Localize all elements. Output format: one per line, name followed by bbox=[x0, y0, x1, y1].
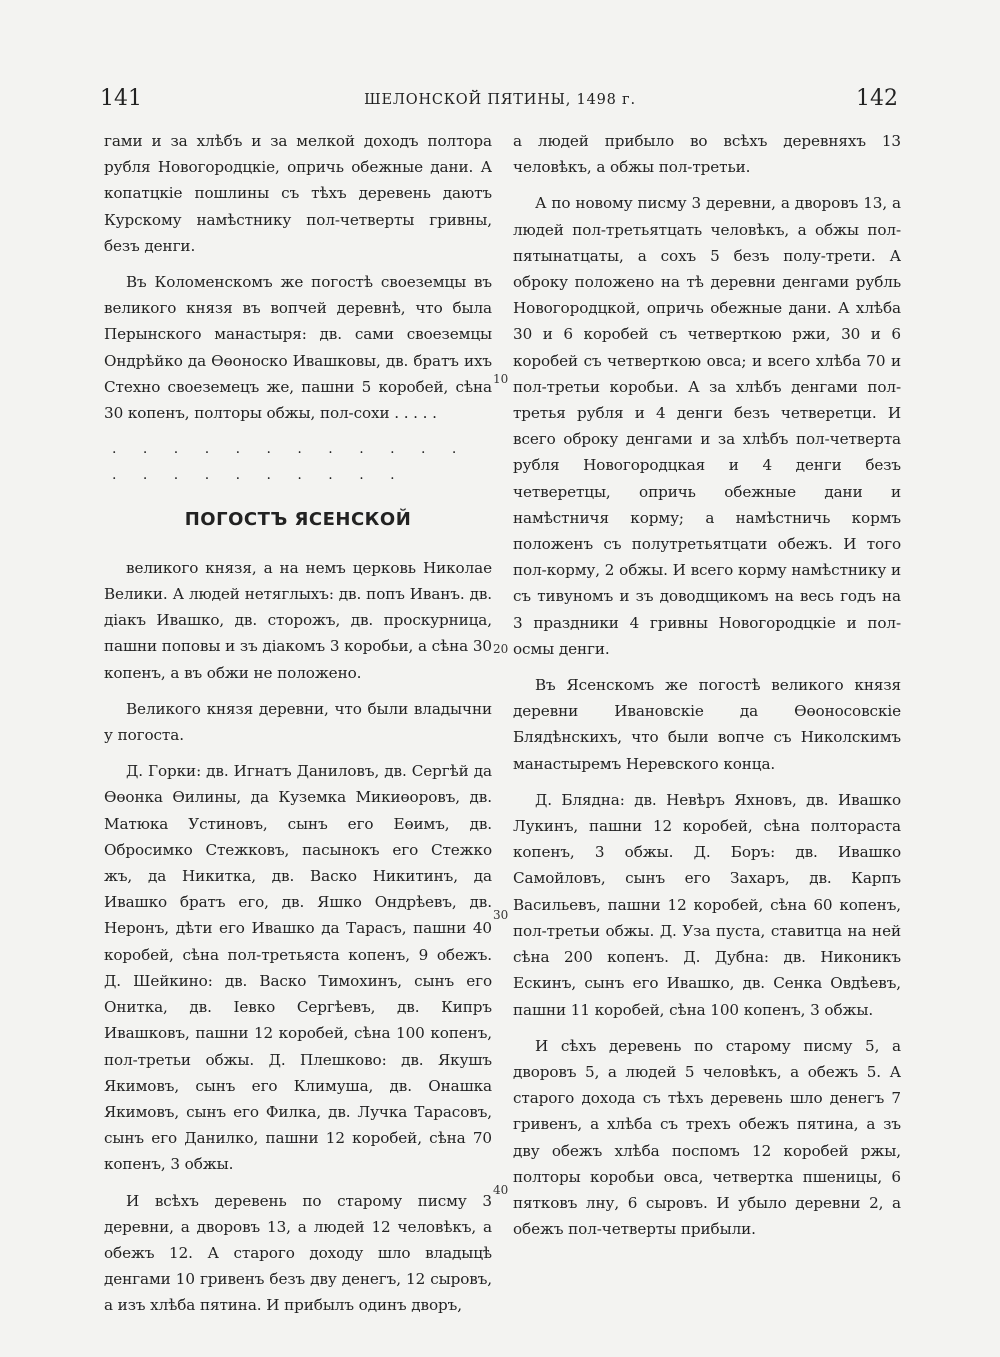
paragraph: гами и за хлѣбъ и за мелкой доходъ полтора рубля Новогородцкіе, опричь обежные дани. А копатцкіе пошлины съ тѣхъ деревень даютъ Курскому намѣстнику пол-четверты гривны, безъ денги. bbox=[104, 132, 492, 255]
page-number-right: 142 bbox=[856, 86, 898, 111]
line-number: 10 bbox=[493, 372, 509, 386]
paragraph: Великого князя деревни, что были владычни у погоста. bbox=[104, 699, 492, 745]
ellipsis-line: . . . . . . . . . . . . . . . . . . . . . . bbox=[112, 441, 468, 484]
paragraph: Д. Горки: дв. Игнатъ Даниловъ, дв. Сергѣй да Өөонка Өилины, да Куземка Микиөоровъ, дв. Матюка Устиновъ, сынъ его Еөимъ, дв. Обросимко Стежковъ, пасынокъ его Стежко жъ, да Никитка, дв. Васко Никитинъ, да Ивашко братъ его, дв. Яшко Ондрѣевъ, дв. Неронъ, дѣти его Ивашко да Тарасъ, пашни 40 коробей, сѣна пол-третьяста копенъ, 9 обежъ. Д. Шейкино: дв. Васко Тимохинъ, сынъ его Онитка, дв. Іевко Сергѣевъ, дв. Кипръ Ивашковъ, пашни 12 коробей, сѣна 100 копенъ, пол-третьи обжы. Д. Плешково: дв. Якушъ Якимовъ, сынъ его Климуша, дв. Онашка Якимовъ, сынъ его Филка, дв. Лучка Тарасовъ, сынъ его Данилко, пашни 12 коробей, сѣна 70 копенъ, 3 обжы. bbox=[104, 762, 492, 1174]
paragraph: великого князя, а на немъ церковь Николае Велики. А людей нетяглыхъ: дв. попъ Иванъ. дв. діакъ Ивашко, дв. сторожъ, дв. проскурница, пашни поповы и зъ діакомъ 3 коробьи, а сѣна 30 копенъ, а въ обжи не положено. bbox=[104, 558, 492, 682]
line-number: 20 bbox=[493, 642, 509, 656]
running-title: ШЕЛОНСКОЙ ПЯТИНЫ, 1498 г. bbox=[364, 92, 636, 108]
right-column bbox=[513, 128, 901, 1252]
line-number: 40 bbox=[493, 1183, 509, 1197]
paragraph: И всѣхъ деревень по старому писму 3 деревни, а дворовъ 13, а людей 12 человѣкъ, а обежъ 12. А старого доходу шло владыцѣ денгами 10 гривенъ безъ дву денегъ, 12 сыровъ, а изъ хлѣба пятина. И прибылъ одинъ дворъ, bbox=[104, 1191, 492, 1315]
section-heading: ПОГОСТЪ ЯСЕНСКОЙ bbox=[184, 508, 412, 530]
page-number-left: 141 bbox=[100, 86, 142, 111]
paragraph: И сѣхъ деревень по старому писму 5, а дворовъ 5, а людей 5 человѣкъ, а обежъ 5. А старого дохода съ тѣхъ деревень шло денегъ 7 гривенъ, а хлѣба съ трехъ обежъ пятина, а зъ дву обежъ хлѣба поспомъ 12 коробей ржы, полторы коробьи овса, четвертка пшеницы, 6 пятковъ лну, 6 сыровъ. И убыло деревни 2, а обежъ пол-четверты прибыли. bbox=[513, 1036, 901, 1239]
paragraph: а людей прибыло во всѣхъ деревняхъ 13 человѣкъ, а обжы пол-третьи. bbox=[513, 132, 901, 177]
paragraph: Въ Ясенскомъ же погостѣ великого князя деревни Ивановскіе да Өөоносовскіе Блядѣнскихъ, что были вопче съ Николскимъ манастыремъ Неревского конца. bbox=[513, 676, 901, 773]
paragraph: А по новому писму 3 деревни, а дворовъ 13, а людей пол-третьятцать человѣкъ, а обжы пол-пятынатцаты, а сохъ 5 безъ полу-трети. А оброку положено на тѣ деревни денгами рубль Новогородцкой, опричь обежные дани. А хлѣба 30 и 6 коробей съ четверткою ржи, 30 и 6 коробей съ четверткою овса; и всего хлѣба 70 и пол-третьи коробьи. А за хлѣбъ денгами пол-третья рубля и 4 денги безъ четверетци. И всего оброку денгами и за хлѣбъ пол-четверта рубля Новогородцкая и 4 денги безъ четверетцы, опричь обежные дани и намѣстничя корму; а намѣстничь кормъ положенъ съ полутретьятцати обежъ. И того пол-корму, 2 обжы. И всего корму намѣстнику и съ тивуномъ и зъ доводщикомъ на весь годъ на 3 праздники 4 гривны Новогородцкіе и пол-осмы денги. bbox=[513, 194, 901, 658]
page-header bbox=[0, 86, 1000, 126]
line-number: 30 bbox=[493, 908, 509, 922]
left-column bbox=[104, 128, 492, 1329]
paragraph: Въ Коломенскомъ же погостѣ своеземцы въ великого князя въ вопчей деревнѣ, что была Перынского манастыря: дв. сами своеземцы Ондрѣйко да Өөоноско Ивашковы, дв. братъ ихъ Стехно своеземецъ же, пашни 5 коробей, сѣна 30 копенъ, полторы обжы, пол-сохи . . . . . bbox=[104, 273, 492, 423]
paragraph: Д. Блядна: дв. Невѣръ Яхновъ, дв. Ивашко Лукинъ, пашни 12 коробей, сѣна полтораста копенъ, 3 обжы. Д. Боръ: дв. Ивашко Самойловъ, сынъ его Захаръ, дв. Карпъ Васильевъ, пашни 12 коробей, сѣна 60 копенъ, пол-третьи обжы. Д. Уза пуста, ставитца на ней сѣна 200 копенъ. Д. Дубна: дв. Никоникъ Ескинъ, сынъ его Ивашко, дв. Сенка Овдѣевъ, пашни 11 коробей, сѣна 100 копенъ, 3 обжы. bbox=[513, 790, 901, 1019]
